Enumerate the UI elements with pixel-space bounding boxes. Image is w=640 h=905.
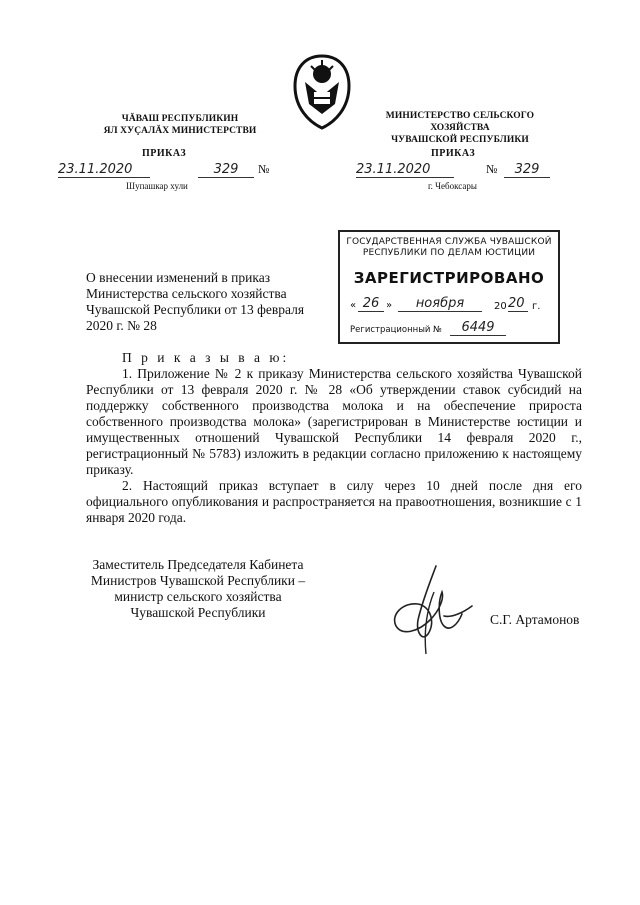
signatory-title-line1: Заместитель Председателя Кабинета bbox=[92, 557, 304, 572]
header-right-line1: МИНИСТЕРСТВО СЕЛЬСКОГО ХОЗЯЙСТВА bbox=[385, 111, 535, 133]
handwritten-signature bbox=[378, 562, 488, 657]
header-right-number: 329 bbox=[504, 162, 550, 178]
signatory-title bbox=[78, 557, 318, 621]
stamp-agency-line2: РЕСПУБЛИКИ ПО ДЕЛАМ ЮСТИЦИИ bbox=[362, 248, 536, 258]
order-item-2: 2. Настоящий приказ вступает в силу через 10 дней после дня его официального опубликования и распространяется на правоотношения, возникшие с 1 января 2020 года. bbox=[86, 478, 582, 525]
header-right-date: 23.11.2020 bbox=[356, 162, 454, 178]
order-subject: О внесении изменений в приказ Министерства сельского хозяйства Чувашской Республики от 13 февраля 2020 г. № 28 bbox=[86, 270, 305, 333]
header-left-line2: ЯЛ ХУÇАЛĂХ МИНИСТЕРСТВИ bbox=[103, 126, 257, 136]
stamp-reg-number: 6449 bbox=[450, 320, 506, 336]
stamp-month: ноября bbox=[398, 296, 482, 312]
stamp-reg-row bbox=[350, 320, 550, 340]
registration-stamp bbox=[338, 230, 560, 344]
signatory-title-line4: Чувашской Республики bbox=[130, 605, 266, 620]
order-intro: П р и к а з ы в а ю: bbox=[122, 350, 290, 365]
header-right-line2: ЧУВАШСКОЙ РЕСПУБЛИКИ bbox=[391, 135, 529, 145]
header-left-order-label: ПРИКАЗ bbox=[142, 148, 187, 159]
stamp-agency bbox=[340, 237, 558, 259]
signatory-title-line2: Министров Чувашской Республики – bbox=[90, 573, 306, 588]
header-right-order-label: ПРИКАЗ bbox=[431, 148, 476, 159]
header-right-number-sign: № bbox=[486, 162, 498, 176]
order-body bbox=[86, 350, 582, 526]
order-item-1: 1. Приложение № 2 к приказу Министерства сельского хозяйства Чувашской Республики от 13 февраля 2020 г. № 28 «Об утверждении ставок субсидий на поддержку собственного производства молока и на обеспечение прироста собственного производства молока» (зарегистрирован в Министерстве юстиции и имущественных отношений Чувашской Республики 14 февраля 2020 г., регистрационный № 5783) изложить в редакции согласно приложению к настоящему приказу. bbox=[86, 366, 582, 477]
header-left-line1: ЧĂВАШ РЕСПУБЛИКИН bbox=[121, 114, 239, 124]
signatory-name: С.Г. Артамонов bbox=[490, 612, 580, 627]
stamp-day: 26 bbox=[358, 296, 384, 312]
header-left-number-sign: № bbox=[258, 162, 270, 176]
stamp-reg-label: Регистрационный № bbox=[350, 325, 442, 335]
stamp-agency-line1: ГОСУДАРСТВЕННАЯ СЛУЖБА ЧУВАШСКОЙ bbox=[346, 237, 552, 247]
header-right-date-row bbox=[356, 162, 576, 180]
header-left-number: 329 bbox=[198, 162, 254, 178]
coat-of-arms-emblem bbox=[287, 52, 357, 130]
signatory-title-line3: министр сельского хозяйства bbox=[114, 589, 282, 604]
header-left-date: 23.11.2020 bbox=[58, 162, 150, 178]
header-left bbox=[100, 113, 260, 137]
header-right bbox=[360, 110, 560, 146]
header-right-city: г. Чебоксары bbox=[428, 181, 477, 191]
stamp-year-prefix: 20 bbox=[494, 301, 507, 312]
stamp-year-suffix: 20 bbox=[508, 296, 528, 312]
stamp-status: ЗАРЕГИСТРИРОВАНО bbox=[353, 269, 545, 287]
stamp-year-unit: г. bbox=[532, 301, 541, 312]
stamp-date-row: « 26 » ноября 20 20 г. bbox=[350, 296, 541, 312]
header-left-city: Шупашкар хули bbox=[126, 181, 188, 191]
header-left-date-row bbox=[58, 162, 278, 180]
